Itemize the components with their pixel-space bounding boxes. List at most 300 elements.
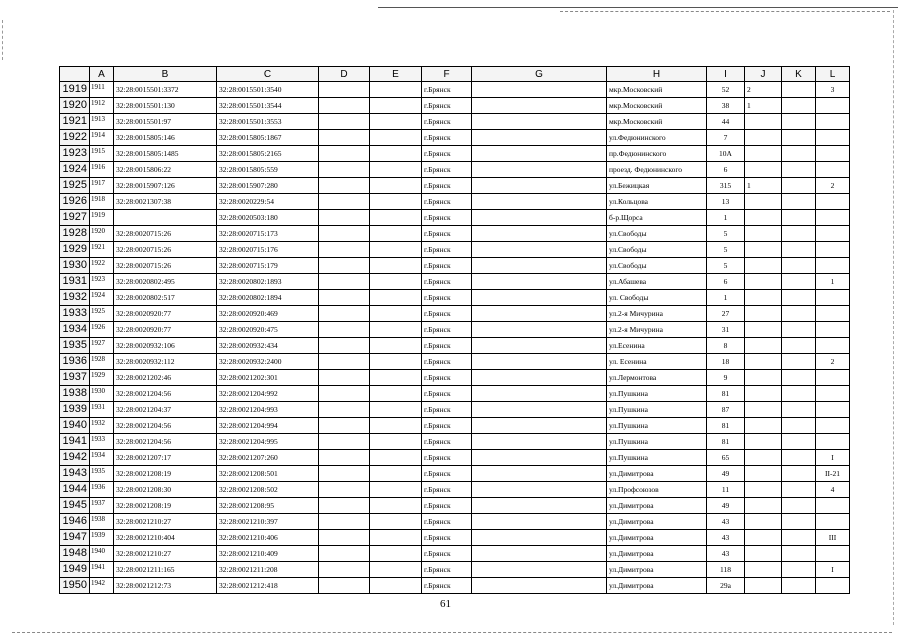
cell-col-d[interactable] xyxy=(319,162,370,178)
cell-col-g[interactable] xyxy=(472,338,607,354)
cell-col-i[interactable]: 81 xyxy=(707,386,745,402)
cell-col-l[interactable] xyxy=(816,546,850,562)
cell-col-d[interactable] xyxy=(319,466,370,482)
cell-col-j[interactable] xyxy=(745,578,782,594)
cell-col-i[interactable]: 43 xyxy=(707,530,745,546)
row-number-cell[interactable]: 1945 xyxy=(60,498,90,514)
column-header[interactable]: L xyxy=(816,67,850,82)
cell-col-g[interactable] xyxy=(472,306,607,322)
cell-col-c[interactable]: 32:28:0021207:260 xyxy=(217,450,319,466)
cell-col-b[interactable]: 32:28:0015805:146 xyxy=(114,130,217,146)
row-number-cell[interactable]: 1925 xyxy=(60,178,90,194)
cell-col-h[interactable]: ул.2-я Мичурина xyxy=(607,306,707,322)
cell-col-b[interactable]: 32:28:0021208:30 xyxy=(114,482,217,498)
cell-col-h[interactable]: ул. Есенина xyxy=(607,354,707,370)
cell-col-e[interactable] xyxy=(370,290,422,306)
corner-cell[interactable] xyxy=(60,67,90,82)
cell-col-k[interactable] xyxy=(782,546,816,562)
cell-col-i[interactable]: 49 xyxy=(707,466,745,482)
cell-col-g[interactable] xyxy=(472,386,607,402)
cell-col-b[interactable]: 32:28:0015907:126 xyxy=(114,178,217,194)
cell-col-d[interactable] xyxy=(319,434,370,450)
cell-col-e[interactable] xyxy=(370,306,422,322)
cell-col-e[interactable] xyxy=(370,450,422,466)
cell-col-j[interactable] xyxy=(745,338,782,354)
cell-col-d[interactable] xyxy=(319,306,370,322)
cell-col-l[interactable] xyxy=(816,434,850,450)
cell-col-d[interactable] xyxy=(319,82,370,98)
cell-col-b[interactable]: 32:28:0020715:26 xyxy=(114,242,217,258)
cell-col-k[interactable] xyxy=(782,178,816,194)
cell-col-l[interactable] xyxy=(816,322,850,338)
cell-col-f[interactable]: г.Брянск xyxy=(422,210,472,226)
row-number-cell[interactable]: 1920 xyxy=(60,98,90,114)
cell-col-f[interactable]: г.Брянск xyxy=(422,274,472,290)
cell-col-e[interactable] xyxy=(370,466,422,482)
cell-col-j[interactable] xyxy=(745,498,782,514)
cell-col-b[interactable]: 32:28:0021210:27 xyxy=(114,546,217,562)
cell-col-c[interactable]: 32:28:0021208:502 xyxy=(217,482,319,498)
cell-col-b[interactable]: 32:28:0021208:19 xyxy=(114,466,217,482)
cell-col-c[interactable]: 32:28:0020802:1894 xyxy=(217,290,319,306)
cell-col-g[interactable] xyxy=(472,466,607,482)
cell-col-g[interactable] xyxy=(472,258,607,274)
cell-col-j[interactable] xyxy=(745,258,782,274)
cell-col-k[interactable] xyxy=(782,226,816,242)
row-number-cell[interactable]: 1931 xyxy=(60,274,90,290)
cell-col-i[interactable]: 18 xyxy=(707,354,745,370)
cell-col-k[interactable] xyxy=(782,450,816,466)
cell-col-b[interactable]: 32:28:0021210:404 xyxy=(114,530,217,546)
cell-col-j[interactable] xyxy=(745,434,782,450)
cell-col-e[interactable] xyxy=(370,210,422,226)
cell-col-l[interactable] xyxy=(816,114,850,130)
cell-col-k[interactable] xyxy=(782,114,816,130)
cell-col-a[interactable]: 1934 xyxy=(90,450,114,466)
cell-col-b[interactable]: 32:28:0020920:77 xyxy=(114,306,217,322)
row-number-cell[interactable]: 1921 xyxy=(60,114,90,130)
cell-col-i[interactable]: 29а xyxy=(707,578,745,594)
cell-col-g[interactable] xyxy=(472,322,607,338)
cell-col-k[interactable] xyxy=(782,338,816,354)
cell-col-c[interactable]: 32:28:0021212:418 xyxy=(217,578,319,594)
cell-col-k[interactable] xyxy=(782,530,816,546)
cell-col-g[interactable] xyxy=(472,498,607,514)
cell-col-e[interactable] xyxy=(370,562,422,578)
cell-col-k[interactable] xyxy=(782,434,816,450)
cell-col-c[interactable]: 32:28:0020715:179 xyxy=(217,258,319,274)
cell-col-e[interactable] xyxy=(370,482,422,498)
cell-col-d[interactable] xyxy=(319,178,370,194)
cell-col-j[interactable] xyxy=(745,274,782,290)
cell-col-e[interactable] xyxy=(370,242,422,258)
cell-col-j[interactable] xyxy=(745,370,782,386)
cell-col-f[interactable]: г.Брянск xyxy=(422,242,472,258)
row-number-cell[interactable]: 1950 xyxy=(60,578,90,594)
cell-col-a[interactable]: 1921 xyxy=(90,242,114,258)
cell-col-d[interactable] xyxy=(319,322,370,338)
cell-col-k[interactable] xyxy=(782,578,816,594)
cell-col-c[interactable]: 32:28:0015907:280 xyxy=(217,178,319,194)
cell-col-a[interactable]: 1929 xyxy=(90,370,114,386)
cell-col-i[interactable]: 8 xyxy=(707,338,745,354)
cell-col-d[interactable] xyxy=(319,562,370,578)
cell-col-i[interactable]: 118 xyxy=(707,562,745,578)
cell-col-d[interactable] xyxy=(319,514,370,530)
cell-col-i[interactable]: 31 xyxy=(707,322,745,338)
cell-col-j[interactable] xyxy=(745,162,782,178)
cell-col-b[interactable]: 32:28:0015501:97 xyxy=(114,114,217,130)
row-number-cell[interactable]: 1940 xyxy=(60,418,90,434)
cell-col-d[interactable] xyxy=(319,290,370,306)
cell-col-j[interactable] xyxy=(745,354,782,370)
cell-col-j[interactable] xyxy=(745,466,782,482)
cell-col-a[interactable]: 1935 xyxy=(90,466,114,482)
row-number-cell[interactable]: 1941 xyxy=(60,434,90,450)
row-number-cell[interactable]: 1944 xyxy=(60,482,90,498)
cell-col-f[interactable]: г.Брянск xyxy=(422,130,472,146)
cell-col-c[interactable]: 32:28:0020802:1893 xyxy=(217,274,319,290)
cell-col-c[interactable]: 32:28:0015805:2165 xyxy=(217,146,319,162)
cell-col-j[interactable] xyxy=(745,210,782,226)
cell-col-h[interactable]: б-р.Щорса xyxy=(607,210,707,226)
cell-col-h[interactable]: ул.Димитрова xyxy=(607,466,707,482)
cell-col-h[interactable]: проезд. Федюнинского xyxy=(607,162,707,178)
cell-col-d[interactable] xyxy=(319,498,370,514)
column-header[interactable]: E xyxy=(370,67,422,82)
cell-col-a[interactable]: 1926 xyxy=(90,322,114,338)
cell-col-k[interactable] xyxy=(782,386,816,402)
cell-col-j[interactable] xyxy=(745,402,782,418)
cell-col-g[interactable] xyxy=(472,162,607,178)
row-number-cell[interactable]: 1939 xyxy=(60,402,90,418)
cell-col-c[interactable]: 32:28:0021202:301 xyxy=(217,370,319,386)
cell-col-a[interactable]: 1927 xyxy=(90,338,114,354)
column-header[interactable]: A xyxy=(90,67,114,82)
cell-col-a[interactable]: 1941 xyxy=(90,562,114,578)
cell-col-c[interactable]: 32:28:0020932:2400 xyxy=(217,354,319,370)
cell-col-a[interactable]: 1924 xyxy=(90,290,114,306)
row-number-cell[interactable]: 1943 xyxy=(60,466,90,482)
cell-col-g[interactable] xyxy=(472,482,607,498)
row-number-cell[interactable]: 1942 xyxy=(60,450,90,466)
column-header[interactable]: D xyxy=(319,67,370,82)
cell-col-j[interactable] xyxy=(745,114,782,130)
cell-col-a[interactable]: 1942 xyxy=(90,578,114,594)
cell-col-d[interactable] xyxy=(319,402,370,418)
cell-col-d[interactable] xyxy=(319,338,370,354)
cell-col-b[interactable]: 32:28:0020802:495 xyxy=(114,274,217,290)
cell-col-c[interactable]: 32:28:0021204:992 xyxy=(217,386,319,402)
cell-col-k[interactable] xyxy=(782,514,816,530)
cell-col-k[interactable] xyxy=(782,482,816,498)
cell-col-f[interactable]: г.Брянск xyxy=(422,530,472,546)
cell-col-h[interactable]: мкр.Московский xyxy=(607,82,707,98)
cell-col-c[interactable]: 32:28:0021210:397 xyxy=(217,514,319,530)
cell-col-i[interactable]: 315 xyxy=(707,178,745,194)
cell-col-l[interactable] xyxy=(816,258,850,274)
cell-col-k[interactable] xyxy=(782,354,816,370)
cell-col-d[interactable] xyxy=(319,114,370,130)
cell-col-a[interactable]: 1931 xyxy=(90,402,114,418)
cell-col-f[interactable]: г.Брянск xyxy=(422,498,472,514)
cell-col-k[interactable] xyxy=(782,194,816,210)
cell-col-k[interactable] xyxy=(782,258,816,274)
cell-col-f[interactable]: г.Брянск xyxy=(422,178,472,194)
cell-col-f[interactable]: г.Брянск xyxy=(422,482,472,498)
cell-col-f[interactable]: г.Брянск xyxy=(422,162,472,178)
cell-col-j[interactable]: 1 xyxy=(745,178,782,194)
cell-col-g[interactable] xyxy=(472,530,607,546)
cell-col-l[interactable] xyxy=(816,306,850,322)
cell-col-g[interactable] xyxy=(472,178,607,194)
cell-col-l[interactable] xyxy=(816,130,850,146)
cell-col-i[interactable]: 6 xyxy=(707,162,745,178)
cell-col-j[interactable]: 2 xyxy=(745,82,782,98)
cell-col-a[interactable]: 1920 xyxy=(90,226,114,242)
cell-col-c[interactable]: 32:28:0021210:406 xyxy=(217,530,319,546)
cell-col-c[interactable]: 32:28:0021210:409 xyxy=(217,546,319,562)
cell-col-h[interactable]: мкр.Московский xyxy=(607,98,707,114)
cell-col-a[interactable]: 1932 xyxy=(90,418,114,434)
cell-col-l[interactable]: 4 xyxy=(816,482,850,498)
cell-col-a[interactable]: 1938 xyxy=(90,514,114,530)
cell-col-c[interactable]: 32:28:0021208:95 xyxy=(217,498,319,514)
cell-col-l[interactable] xyxy=(816,210,850,226)
cell-col-c[interactable]: 32:28:0021211:208 xyxy=(217,562,319,578)
cell-col-e[interactable] xyxy=(370,146,422,162)
cell-col-b[interactable]: 32:28:0020715:26 xyxy=(114,258,217,274)
cell-col-c[interactable]: 32:28:0021204:993 xyxy=(217,402,319,418)
cell-col-g[interactable] xyxy=(472,98,607,114)
cell-col-j[interactable] xyxy=(745,482,782,498)
cell-col-c[interactable]: 32:28:0021204:994 xyxy=(217,418,319,434)
cell-col-c[interactable]: 32:28:0015805:1867 xyxy=(217,130,319,146)
row-number-cell[interactable]: 1924 xyxy=(60,162,90,178)
cell-col-l[interactable] xyxy=(816,162,850,178)
cell-col-g[interactable] xyxy=(472,370,607,386)
cell-col-h[interactable]: ул.Свободы xyxy=(607,258,707,274)
cell-col-l[interactable] xyxy=(816,226,850,242)
cell-col-j[interactable] xyxy=(745,306,782,322)
cell-col-k[interactable] xyxy=(782,130,816,146)
cell-col-h[interactable]: ул.Димитрова xyxy=(607,546,707,562)
cell-col-l[interactable] xyxy=(816,578,850,594)
cell-col-a[interactable]: 1911 xyxy=(90,82,114,98)
cell-col-f[interactable]: г.Брянск xyxy=(422,450,472,466)
cell-col-h[interactable]: ул. Свободы xyxy=(607,290,707,306)
cell-col-h[interactable]: ул.Есенина xyxy=(607,338,707,354)
cell-col-e[interactable] xyxy=(370,418,422,434)
cell-col-f[interactable]: г.Брянск xyxy=(422,402,472,418)
cell-col-j[interactable] xyxy=(745,242,782,258)
cell-col-g[interactable] xyxy=(472,114,607,130)
cell-col-f[interactable]: г.Брянск xyxy=(422,194,472,210)
cell-col-e[interactable] xyxy=(370,258,422,274)
cell-col-i[interactable]: 5 xyxy=(707,258,745,274)
cell-col-a[interactable]: 1914 xyxy=(90,130,114,146)
cell-col-j[interactable] xyxy=(745,146,782,162)
cell-col-h[interactable]: ул.Абашева xyxy=(607,274,707,290)
cell-col-b[interactable]: 32:28:0021211:165 xyxy=(114,562,217,578)
cell-col-b[interactable]: 32:28:0021204:37 xyxy=(114,402,217,418)
row-number-cell[interactable]: 1938 xyxy=(60,386,90,402)
cell-col-j[interactable] xyxy=(745,450,782,466)
row-number-cell[interactable]: 1932 xyxy=(60,290,90,306)
column-header[interactable]: I xyxy=(707,67,745,82)
cell-col-l[interactable]: 3 xyxy=(816,82,850,98)
row-number-cell[interactable]: 1928 xyxy=(60,226,90,242)
cell-col-h[interactable]: ул.Димитрова xyxy=(607,530,707,546)
cell-col-d[interactable] xyxy=(319,210,370,226)
cell-col-i[interactable]: 81 xyxy=(707,434,745,450)
cell-col-h[interactable]: пр.Федюнинского xyxy=(607,146,707,162)
cell-col-j[interactable]: 1 xyxy=(745,98,782,114)
cell-col-f[interactable]: г.Брянск xyxy=(422,434,472,450)
cell-col-a[interactable]: 1933 xyxy=(90,434,114,450)
column-header[interactable]: C xyxy=(217,67,319,82)
row-number-cell[interactable]: 1949 xyxy=(60,562,90,578)
cell-col-l[interactable] xyxy=(816,194,850,210)
cell-col-d[interactable] xyxy=(319,354,370,370)
cell-col-k[interactable] xyxy=(782,370,816,386)
cell-col-a[interactable]: 1940 xyxy=(90,546,114,562)
cell-col-g[interactable] xyxy=(472,210,607,226)
cell-col-e[interactable] xyxy=(370,322,422,338)
cell-col-d[interactable] xyxy=(319,242,370,258)
cell-col-g[interactable] xyxy=(472,434,607,450)
cell-col-i[interactable]: 9 xyxy=(707,370,745,386)
cell-col-d[interactable] xyxy=(319,578,370,594)
cell-col-c[interactable]: 32:28:0015501:3540 xyxy=(217,82,319,98)
cell-col-k[interactable] xyxy=(782,498,816,514)
cell-col-f[interactable]: г.Брянск xyxy=(422,290,472,306)
cell-col-e[interactable] xyxy=(370,82,422,98)
cell-col-h[interactable]: мкр.Московский xyxy=(607,114,707,130)
cell-col-a[interactable]: 1912 xyxy=(90,98,114,114)
row-number-cell[interactable]: 1923 xyxy=(60,146,90,162)
cell-col-l[interactable]: 1 xyxy=(816,274,850,290)
row-number-cell[interactable]: 1930 xyxy=(60,258,90,274)
cell-col-i[interactable]: 43 xyxy=(707,546,745,562)
cell-col-h[interactable]: ул.Димитрова xyxy=(607,578,707,594)
cell-col-g[interactable] xyxy=(472,146,607,162)
cell-col-k[interactable] xyxy=(782,162,816,178)
cell-col-h[interactable]: ул.Пушкина xyxy=(607,402,707,418)
cell-col-l[interactable] xyxy=(816,418,850,434)
cell-col-f[interactable]: г.Брянск xyxy=(422,82,472,98)
cell-col-c[interactable]: 32:28:0021204:995 xyxy=(217,434,319,450)
cell-col-b[interactable]: 32:28:0021212:73 xyxy=(114,578,217,594)
column-header[interactable]: K xyxy=(782,67,816,82)
cell-col-b[interactable]: 32:28:0021208:19 xyxy=(114,498,217,514)
cell-col-f[interactable]: г.Брянск xyxy=(422,562,472,578)
cell-col-a[interactable]: 1930 xyxy=(90,386,114,402)
cell-col-i[interactable]: 65 xyxy=(707,450,745,466)
cell-col-j[interactable] xyxy=(745,386,782,402)
cell-col-c[interactable]: 32:28:0015501:3553 xyxy=(217,114,319,130)
cell-col-f[interactable]: г.Брянск xyxy=(422,322,472,338)
cell-col-c[interactable]: 32:28:0015501:3544 xyxy=(217,98,319,114)
cell-col-f[interactable]: г.Брянск xyxy=(422,98,472,114)
cell-col-f[interactable]: г.Брянск xyxy=(422,370,472,386)
cell-col-i[interactable]: 1 xyxy=(707,290,745,306)
cell-col-a[interactable]: 1916 xyxy=(90,162,114,178)
cell-col-i[interactable]: 7 xyxy=(707,130,745,146)
row-number-cell[interactable]: 1919 xyxy=(60,82,90,98)
cell-col-e[interactable] xyxy=(370,402,422,418)
cell-col-k[interactable] xyxy=(782,562,816,578)
cell-col-b[interactable]: 32:28:0021207:17 xyxy=(114,450,217,466)
cell-col-g[interactable] xyxy=(472,354,607,370)
row-number-cell[interactable]: 1922 xyxy=(60,130,90,146)
cell-col-c[interactable]: 32:28:0020503:180 xyxy=(217,210,319,226)
cell-col-d[interactable] xyxy=(319,194,370,210)
cell-col-b[interactable]: 32:28:0020932:112 xyxy=(114,354,217,370)
cell-col-b[interactable]: 32:28:0020932:106 xyxy=(114,338,217,354)
cell-col-e[interactable] xyxy=(370,226,422,242)
cell-col-g[interactable] xyxy=(472,562,607,578)
column-header[interactable]: G xyxy=(472,67,607,82)
cell-col-b[interactable]: 32:28:0021204:56 xyxy=(114,418,217,434)
cell-col-a[interactable]: 1923 xyxy=(90,274,114,290)
cell-col-h[interactable]: ул.Профсоюзов xyxy=(607,482,707,498)
cell-col-i[interactable]: 52 xyxy=(707,82,745,98)
cell-col-c[interactable]: 32:28:0020932:434 xyxy=(217,338,319,354)
cell-col-h[interactable]: ул.Кольцова xyxy=(607,194,707,210)
cell-col-c[interactable]: 32:28:0021208:501 xyxy=(217,466,319,482)
cell-col-f[interactable]: г.Брянск xyxy=(422,546,472,562)
row-number-cell[interactable]: 1926 xyxy=(60,194,90,210)
cell-col-j[interactable] xyxy=(745,194,782,210)
cell-col-i[interactable]: 38 xyxy=(707,98,745,114)
cell-col-k[interactable] xyxy=(782,82,816,98)
cell-col-h[interactable]: ул.Димитрова xyxy=(607,514,707,530)
cell-col-f[interactable]: г.Брянск xyxy=(422,114,472,130)
cell-col-h[interactable]: ул.Лермонтова xyxy=(607,370,707,386)
cell-col-e[interactable] xyxy=(370,546,422,562)
cell-col-f[interactable]: г.Брянск xyxy=(422,146,472,162)
cell-col-k[interactable] xyxy=(782,242,816,258)
cell-col-c[interactable]: 32:28:0020715:176 xyxy=(217,242,319,258)
cell-col-a[interactable]: 1918 xyxy=(90,194,114,210)
cell-col-a[interactable]: 1936 xyxy=(90,482,114,498)
cell-col-d[interactable] xyxy=(319,370,370,386)
row-number-cell[interactable]: 1935 xyxy=(60,338,90,354)
column-header[interactable]: B xyxy=(114,67,217,82)
cell-col-e[interactable] xyxy=(370,514,422,530)
cell-col-d[interactable] xyxy=(319,258,370,274)
cell-col-e[interactable] xyxy=(370,578,422,594)
cell-col-e[interactable] xyxy=(370,498,422,514)
cell-col-e[interactable] xyxy=(370,274,422,290)
cell-col-c[interactable]: 32:28:0020920:469 xyxy=(217,306,319,322)
cell-col-j[interactable] xyxy=(745,130,782,146)
cell-col-f[interactable]: г.Брянск xyxy=(422,514,472,530)
cell-col-k[interactable] xyxy=(782,146,816,162)
cell-col-i[interactable]: 43 xyxy=(707,514,745,530)
cell-col-g[interactable] xyxy=(472,418,607,434)
cell-col-e[interactable] xyxy=(370,338,422,354)
cell-col-k[interactable] xyxy=(782,274,816,290)
cell-col-e[interactable] xyxy=(370,354,422,370)
cell-col-g[interactable] xyxy=(472,578,607,594)
cell-col-f[interactable]: г.Брянск xyxy=(422,466,472,482)
cell-col-d[interactable] xyxy=(319,482,370,498)
cell-col-i[interactable]: 10А xyxy=(707,146,745,162)
cell-col-h[interactable]: ул.Пушкина xyxy=(607,418,707,434)
cell-col-k[interactable] xyxy=(782,322,816,338)
